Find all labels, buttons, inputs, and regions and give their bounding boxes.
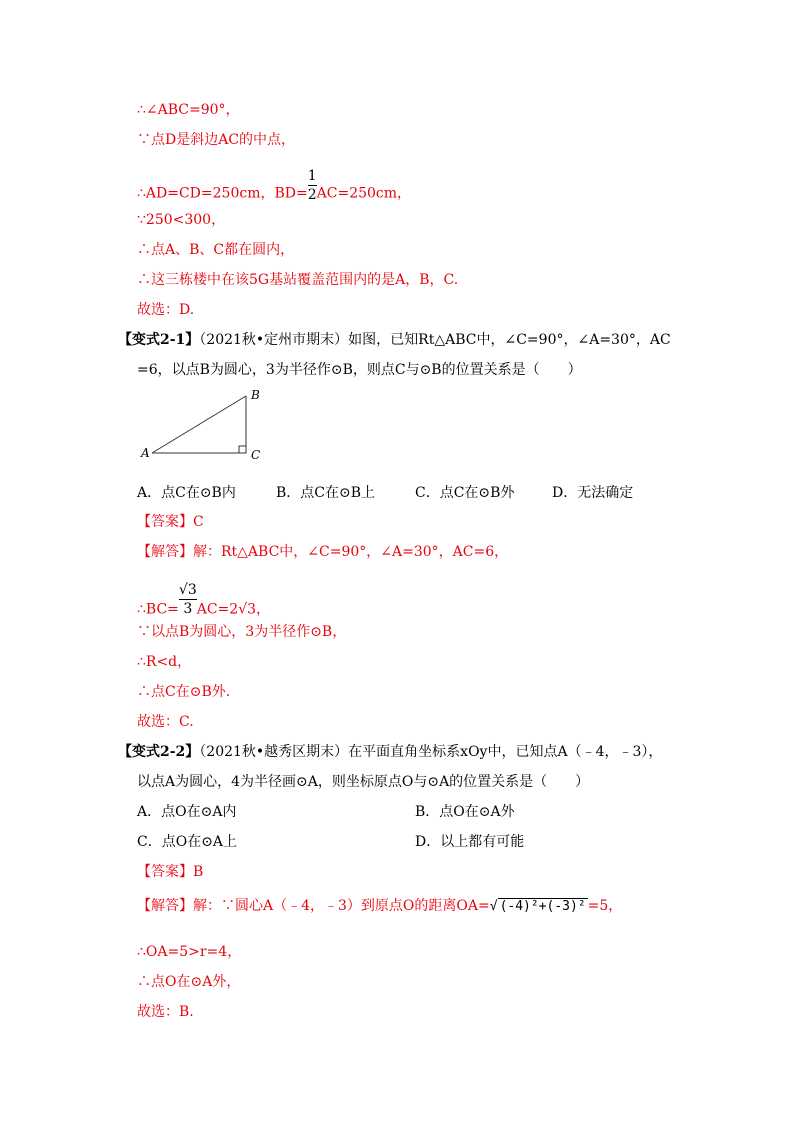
question-line: 以点A为圆心，4为半径画⊙A，则坐标原点O与⊙A的位置关系是（ ） [137,774,590,790]
solution-line: 故选：C. [137,714,194,730]
option-c[interactable]: C．点C在⊙B外 [415,485,515,501]
solution-line: ∴点O在⊙A外， [137,974,241,990]
fraction-denominator: 2 [307,187,317,203]
option-a[interactable]: A．点O在⊙A内 [137,804,237,820]
solution-text: 解：Rt△ABC中，∠C=90°，∠A=30°，AC=6， [193,544,509,560]
vertex-label-b: B [251,388,260,402]
solution-text: ∴AD=CD=250cm，BD= [137,185,308,202]
solution-line: ∵250<300， [137,212,226,228]
question-text: （2021秋•越秀区期末）在平面直角坐标系xOy中，已知点A（﹣4，﹣3）， [199,744,663,760]
option-b[interactable]: B．点O在⊙A外 [415,804,515,820]
fraction [179,582,197,617]
question-tag: 【变式2-2】 [118,744,200,760]
fraction [308,168,317,203]
radicand: (-4)²+(-3)² [499,899,586,914]
solution-text: =5， [587,898,623,914]
solution-text: AC=250cm， [316,185,412,202]
question-line [118,742,662,762]
option-a[interactable]: A．点C在⊙B内 [137,485,236,501]
option-d[interactable]: D．无法确定 [552,485,634,501]
solution-line: ∴这三栋楼中在该5G基站覆盖范围内的是A，B，C. [137,272,459,288]
question-line: =6，以点B为圆心，3为半径作⊙B，则点C与⊙B的位置关系是（ ） [137,362,582,378]
solution-tag: 【解答】 [137,544,193,560]
triangle-figure [138,385,273,465]
sqrt-expression: √ (-4)²+(-3)² [489,899,586,914]
fraction-numerator: 1 [307,168,317,184]
solution-line: ∴OA=5>r=4， [137,944,242,960]
solution-line: ∵点D是斜边AC的中点， [137,132,296,148]
vertex-label-c: C [251,448,261,462]
option-c[interactable]: C．点O在⊙A上 [137,834,238,850]
question-text: （2021秋•定州市期末）如图，已知Rt△ABC中，∠C=90°，∠A=30°，AC [199,332,671,348]
question-line [118,330,671,350]
solution-line: ∴点A、B、C都在圆内， [137,242,295,258]
fraction-numerator: √3 [178,582,197,598]
solution-line: ∴R<d， [137,654,192,670]
answer-line: 【答案】C [137,514,204,530]
solution-line: ∵以点B为圆心，3为半径作⊙B， [137,624,347,640]
option-b[interactable]: B．点C在⊙B上 [276,485,376,501]
solution-text: 解：∵圆心A（﹣4，﹣3）到原点O的距离OA= [193,898,490,914]
fraction-denominator: 3 [183,601,193,617]
solution-tag: 【解答】 [137,898,193,914]
question-tag: 【变式2-1】 [118,332,200,348]
solution-line: ∴点C在⊙B外. [137,684,231,700]
solution-line [137,542,508,562]
solution-text: ∴BC= [137,601,179,618]
answer-line: 【答案】B [137,864,204,880]
solution-line [137,896,622,917]
solution-text: AC=2√3， [196,601,271,618]
vertex-label-a: A [141,446,150,460]
solution-line: 故选：D. [137,302,195,318]
solution-line: ∴∠ABC=90°， [137,102,240,118]
solution-line: 故选：B. [137,1004,194,1020]
solution-line [137,168,412,211]
option-d[interactable]: D．以上都有可能 [415,834,525,850]
